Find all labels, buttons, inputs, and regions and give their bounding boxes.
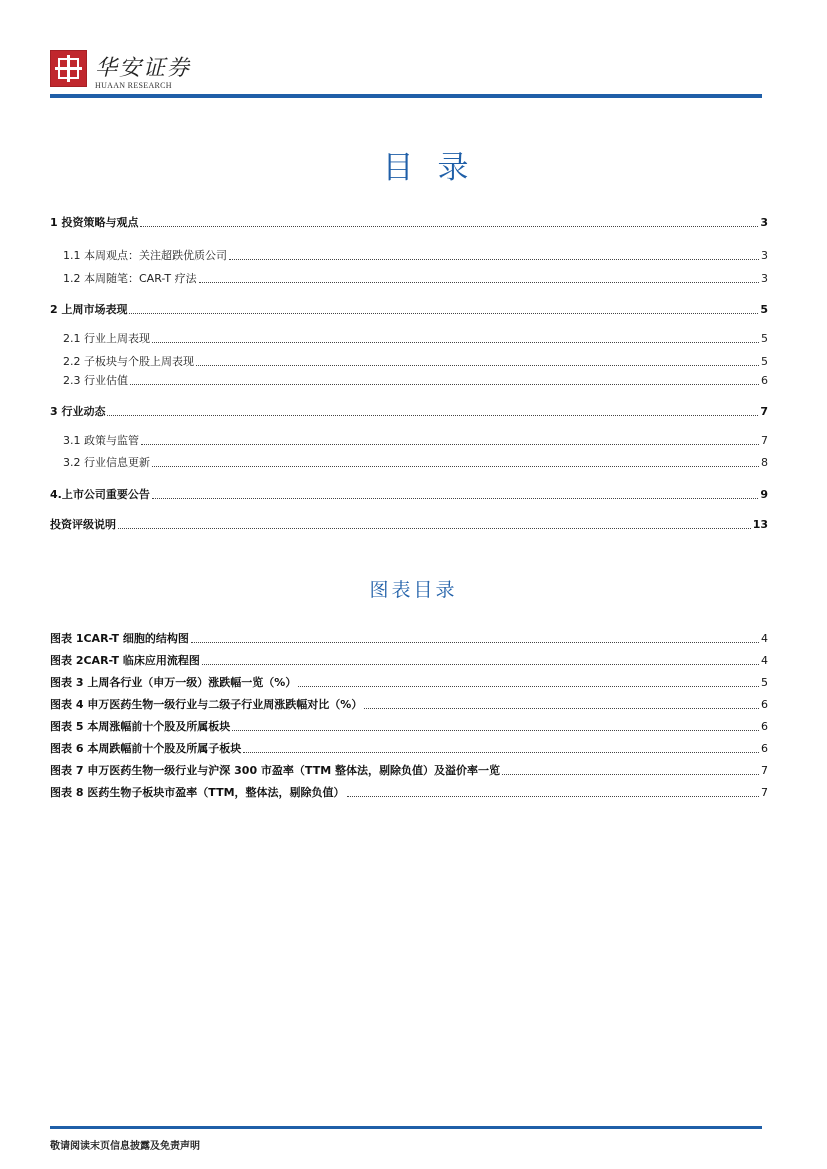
figure-entry[interactable] bbox=[50, 742, 768, 756]
figure-dot-leader bbox=[232, 729, 759, 731]
toc-entry-label: 4.上市公司重要公告 bbox=[50, 488, 150, 501]
figure-dot-leader bbox=[191, 641, 759, 643]
toc-dot-leader bbox=[107, 414, 758, 416]
footer-disclaimer: 敬请阅读末页信息披露及免责声明 bbox=[50, 1141, 200, 1152]
figure-entry-page: 6 bbox=[761, 742, 768, 755]
toc-entry[interactable] bbox=[50, 488, 768, 502]
figure-entry-label: 图表 8 医药生物子板块市盈率（TTM，整体法，剔除负值） bbox=[50, 786, 345, 799]
toc-entry[interactable] bbox=[50, 216, 768, 230]
toc-dot-leader bbox=[152, 497, 759, 499]
toc-dot-leader bbox=[152, 341, 759, 343]
toc-entry-label: 投资评级说明 bbox=[50, 518, 116, 531]
toc-entry[interactable] bbox=[50, 303, 768, 317]
toc-entry-page: 3 bbox=[761, 272, 768, 285]
toc-entry[interactable] bbox=[50, 272, 768, 286]
toc-entry-label: 2 上周市场表现 bbox=[50, 303, 128, 316]
toc-entry[interactable] bbox=[50, 456, 768, 470]
toc-dot-leader bbox=[130, 383, 759, 385]
figure-entry-label: 图表 3 上周各行业（申万一级）涨跌幅一览（%） bbox=[50, 676, 297, 689]
toc-dot-leader bbox=[118, 527, 751, 529]
toc-entry-label: 1.2 本周随笔：CAR-T 疗法 bbox=[63, 272, 197, 285]
toc-entry[interactable] bbox=[50, 518, 768, 532]
figure-entry-page: 7 bbox=[761, 764, 768, 777]
figure-entry-page: 4 bbox=[761, 632, 768, 645]
page-title: 目录 bbox=[382, 150, 493, 186]
toc-entry[interactable] bbox=[50, 374, 768, 388]
toc-entry-label: 3.2 行业信息更新 bbox=[63, 456, 150, 469]
page-header bbox=[50, 50, 762, 98]
figure-entry[interactable] bbox=[50, 786, 768, 800]
toc-dot-leader bbox=[129, 312, 758, 314]
toc-entry-label: 1.1 本周观点：关注超跌优质公司 bbox=[63, 249, 227, 262]
toc-entry-label: 1 投资策略与观点 bbox=[50, 216, 139, 229]
toc-entry-label: 2.2 子板块与个股上周表现 bbox=[63, 355, 194, 368]
toc-dot-leader bbox=[229, 258, 759, 260]
figure-dot-leader bbox=[364, 707, 759, 709]
figure-entry[interactable] bbox=[50, 676, 768, 690]
toc-entry-page: 8 bbox=[761, 456, 768, 469]
figure-entry[interactable] bbox=[50, 698, 768, 712]
toc-entry-page: 7 bbox=[761, 434, 768, 447]
toc-dot-leader bbox=[196, 364, 759, 366]
toc-dot-leader bbox=[140, 225, 758, 227]
figure-dot-leader bbox=[502, 773, 759, 775]
toc-entry-page: 5 bbox=[761, 332, 768, 345]
figure-entry-label: 图表 4 申万医药生物一级行业与二级子行业周涨跌幅对比（%） bbox=[50, 698, 363, 711]
toc-entry[interactable] bbox=[50, 249, 768, 263]
figure-entry[interactable] bbox=[50, 654, 768, 668]
toc-entry[interactable] bbox=[50, 355, 768, 369]
toc-entry-label: 2.3 行业估值 bbox=[63, 374, 128, 387]
toc-entry-label: 3 行业动态 bbox=[50, 405, 106, 418]
figure-dot-leader bbox=[243, 751, 759, 753]
figure-entry-label: 图表 1CAR-T 细胞的结构图 bbox=[50, 632, 189, 645]
toc-entry-page: 5 bbox=[761, 355, 768, 368]
figure-dot-leader bbox=[298, 685, 759, 687]
toc-entry-label: 2.1 行业上周表现 bbox=[63, 332, 150, 345]
figure-entry-page: 6 bbox=[761, 720, 768, 733]
figure-entry-label: 图表 5 本周涨幅前十个股及所属板块 bbox=[50, 720, 231, 733]
toc-entry-page: 7 bbox=[760, 405, 768, 418]
figure-entry[interactable] bbox=[50, 764, 768, 778]
toc-entry[interactable] bbox=[50, 332, 768, 346]
huaan-logo-icon bbox=[50, 50, 87, 87]
toc-dot-leader bbox=[141, 443, 759, 445]
logo-english-name: HUAAN RESEARCH bbox=[95, 81, 172, 90]
toc-entry-page: 9 bbox=[760, 488, 768, 501]
figure-entry-page: 5 bbox=[761, 676, 768, 689]
toc-dot-leader bbox=[199, 281, 759, 283]
toc-dot-leader bbox=[152, 465, 759, 467]
figure-entry-page: 7 bbox=[761, 786, 768, 799]
figure-entry[interactable] bbox=[50, 632, 768, 646]
toc-entry-page: 3 bbox=[761, 249, 768, 262]
toc-entry-page: 5 bbox=[760, 303, 768, 316]
toc-entry[interactable] bbox=[50, 434, 768, 448]
toc-entry-page: 6 bbox=[761, 374, 768, 387]
figure-entry-label: 图表 7 申万医药生物一级行业与沪深 300 市盈率（TTM 整体法，剔除负值）及溢价率一览 bbox=[50, 764, 500, 777]
toc-entry-page: 3 bbox=[760, 216, 768, 229]
figure-entry-page: 4 bbox=[761, 654, 768, 667]
figure-dot-leader bbox=[202, 663, 759, 665]
toc-entry-label: 3.1 政策与监管 bbox=[63, 434, 139, 447]
figure-entry-label: 图表 2CAR-T 临床应用流程图 bbox=[50, 654, 200, 667]
toc-entry-page: 13 bbox=[752, 518, 768, 531]
figure-entry-label: 图表 6 本周跌幅前十个股及所属子板块 bbox=[50, 742, 242, 755]
footer-divider bbox=[50, 1126, 762, 1129]
figures-list-title: 图表目录 bbox=[369, 579, 458, 601]
header-divider bbox=[50, 94, 762, 98]
figure-dot-leader bbox=[347, 795, 759, 797]
figure-entry[interactable] bbox=[50, 720, 768, 734]
toc-entry[interactable] bbox=[50, 405, 768, 419]
figure-entry-page: 6 bbox=[761, 698, 768, 711]
logo-chinese-name: 华安证券 bbox=[95, 56, 192, 81]
